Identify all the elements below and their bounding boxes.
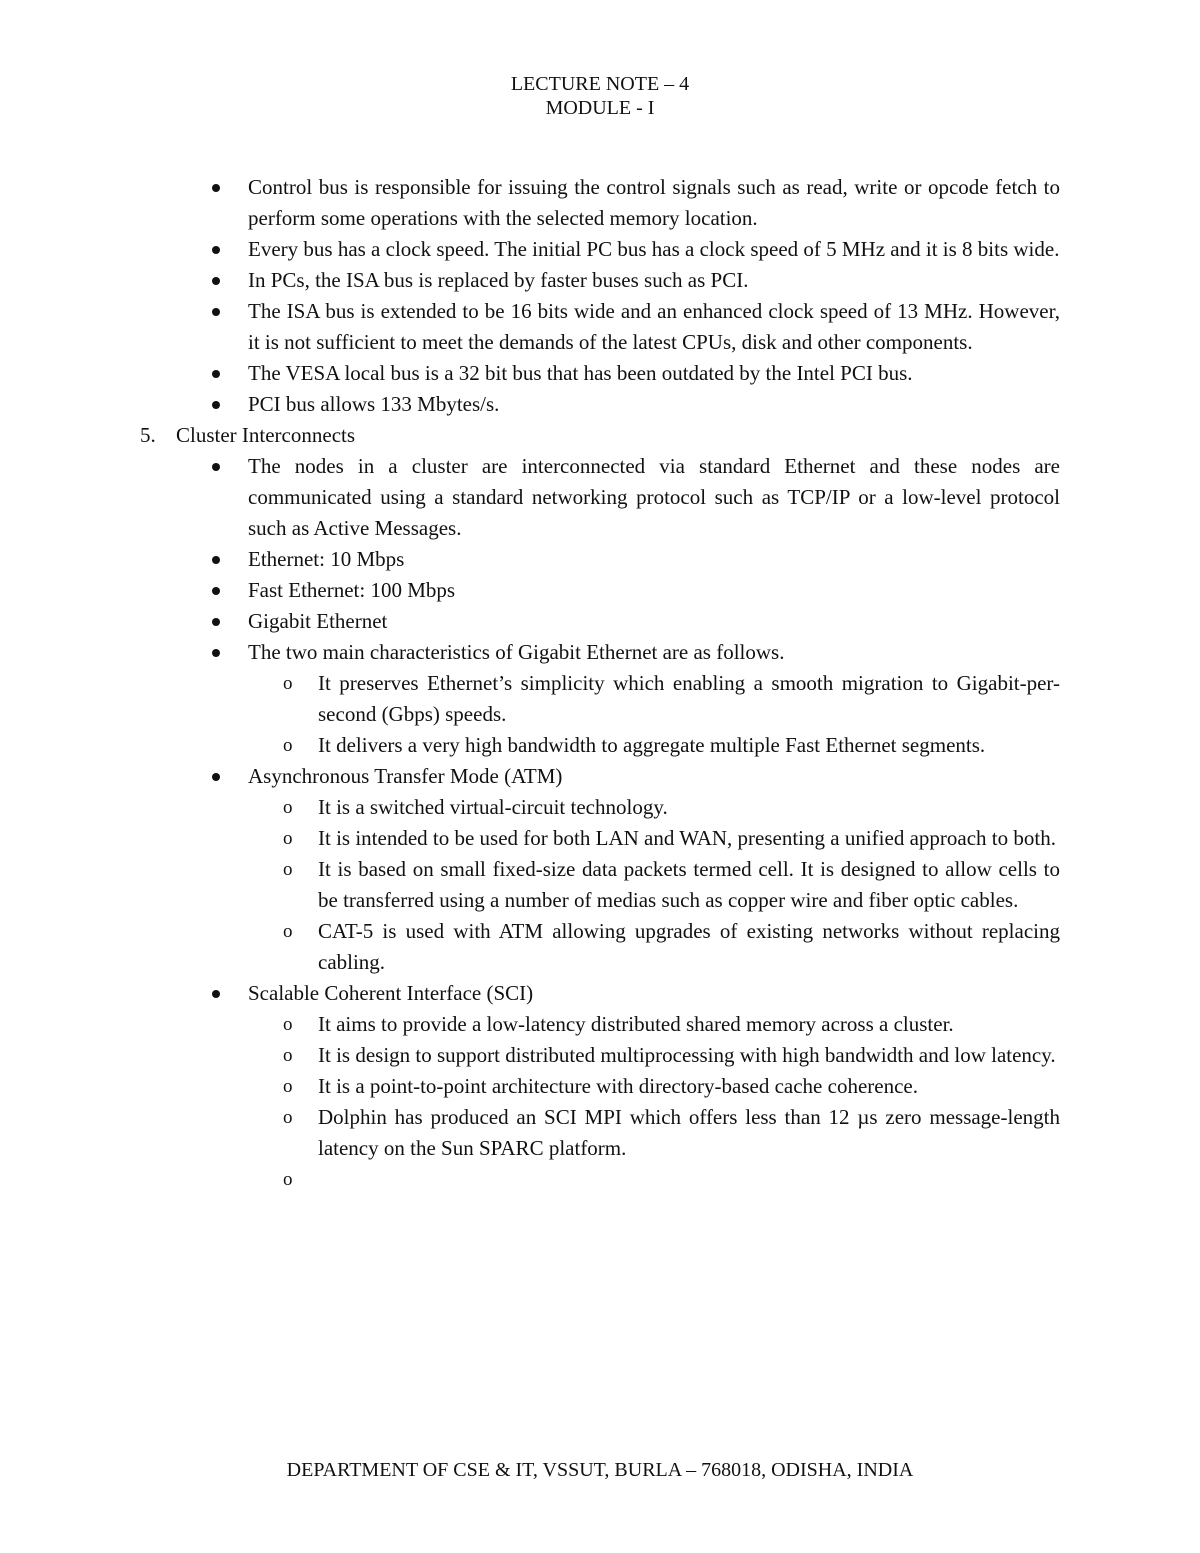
item-text: The ISA bus is extended to be 16 bits wide and an enhanced clock speed of 13 MHz. However, it is not sufficient to meet the demands of the latest CPUs, disk and other components. bbox=[248, 299, 1060, 354]
lecture-title: LECTURE NOTE – 4 bbox=[510, 73, 690, 95]
bullet-item bbox=[140, 296, 1060, 358]
section-number: 5. bbox=[140, 423, 156, 447]
item-text: CAT-5 is used with ATM allowing upgrades of existing networks without replacing cabling. bbox=[318, 919, 1060, 974]
sub-bullet-item bbox=[140, 792, 1060, 823]
bullet-item bbox=[140, 265, 1060, 296]
bullet-icon bbox=[212, 978, 232, 1009]
bullet-item bbox=[140, 234, 1060, 265]
bullet-icon bbox=[212, 451, 232, 482]
item-text: It aims to provide a low-latency distributed shared memory across a cluster. bbox=[318, 1012, 954, 1036]
sub-bullet-marker: o bbox=[283, 1014, 293, 1035]
item-text: Every bus has a clock speed. The initial PC bus has a clock speed of 5 MHz and it is 8 bits wide. bbox=[248, 237, 1060, 261]
sub-bullet-marker: o bbox=[283, 735, 293, 756]
item-text: The VESA local bus is a 32 bit bus that has been outdated by the Intel PCI bus. bbox=[248, 361, 913, 385]
item-text: Scalable Coherent Interface (SCI) bbox=[248, 981, 534, 1005]
bullet-icon bbox=[212, 544, 232, 575]
sub-bullet-marker: o bbox=[283, 859, 293, 880]
item-text: PCI bus allows 133 Mbytes/s. bbox=[248, 392, 500, 416]
item-text: It is design to support distributed multiprocessing with high bandwidth and low latency. bbox=[318, 1043, 1056, 1067]
item-text: The nodes in a cluster are interconnected via standard Ethernet and these nodes are communicated using a standard networking protocol such as TCP/IP or a low-level protocol such as Active Messages. bbox=[248, 454, 1060, 540]
sub-bullet-item bbox=[140, 1040, 1060, 1071]
bullet-icon bbox=[212, 575, 232, 606]
item-text: It preserves Ethernet’s simplicity which enabling a smooth migration to Gigabit-per-second (Gbps) speeds. bbox=[318, 671, 1060, 726]
sub-bullet-item bbox=[140, 1009, 1060, 1040]
sub-bullet-item bbox=[140, 730, 1060, 761]
page-header bbox=[0, 72, 1200, 120]
bullet-icon bbox=[212, 234, 232, 265]
sub-bullet-item bbox=[140, 1071, 1060, 1102]
item-text: The two main characteristics of Gigabit Ethernet are as follows. bbox=[248, 640, 785, 664]
sub-bullet-marker: o bbox=[283, 1045, 293, 1066]
sub-bullet-item bbox=[140, 854, 1060, 916]
bullet-icon bbox=[212, 761, 232, 792]
bullet-item bbox=[140, 358, 1060, 389]
bullet-item bbox=[140, 637, 1060, 668]
bullet-item bbox=[140, 544, 1060, 575]
bullet-icon bbox=[212, 265, 232, 296]
item-text: Ethernet: 10 Mbps bbox=[248, 547, 405, 571]
module-label: MODULE - I bbox=[545, 97, 655, 119]
item-text: Asynchronous Transfer Mode (ATM) bbox=[248, 764, 563, 788]
item-text: It is based on small fixed-size data packets termed cell. It is designed to allow cells to be transferred using a number of medias such as copper wire and fiber optic cables. bbox=[318, 857, 1060, 912]
bullet-icon bbox=[212, 172, 232, 203]
bullet-item bbox=[140, 575, 1060, 606]
bullet-icon bbox=[212, 606, 232, 637]
item-text: Control bus is responsible for issuing the control signals such as read, write or opcode fetch to perform some operations with the selected memory location. bbox=[248, 175, 1060, 230]
item-text: Cluster Interconnects bbox=[176, 423, 356, 447]
lecture-content bbox=[140, 172, 1060, 1190]
bullet-icon bbox=[212, 296, 232, 327]
sub-bullet-item bbox=[140, 1102, 1060, 1164]
bullet-icon bbox=[212, 358, 232, 389]
sub-bullet-marker: o bbox=[283, 1169, 293, 1190]
item-text: It delivers a very high bandwidth to aggregate multiple Fast Ethernet segments. bbox=[318, 733, 986, 757]
item-text: Dolphin has produced an SCI MPI which offers less than 12 µs zero message-length latency on the Sun SPARC platform. bbox=[318, 1105, 1060, 1160]
page-footer: DEPARTMENT OF CSE & IT, VSSUT, BURLA – 768018, ODISHA, INDIA bbox=[286, 1459, 914, 1481]
bullet-item bbox=[140, 389, 1060, 420]
sub-bullet-marker: o bbox=[283, 673, 293, 694]
bullet-icon bbox=[212, 637, 232, 668]
sub-bullet-item bbox=[140, 823, 1060, 854]
sub-bullet-item bbox=[140, 916, 1060, 978]
bullet-item bbox=[140, 606, 1060, 637]
sub-bullet-marker: o bbox=[283, 828, 293, 849]
section-heading bbox=[140, 420, 1060, 451]
sub-bullet-marker: o bbox=[283, 921, 293, 942]
bullet-item bbox=[140, 761, 1060, 792]
bullet-item bbox=[140, 172, 1060, 234]
item-text: In PCs, the ISA bus is replaced by faster buses such as PCI. bbox=[248, 268, 749, 292]
item-text: Gigabit Ethernet bbox=[248, 609, 388, 633]
sub-bullet-marker: o bbox=[283, 1107, 293, 1128]
item-text: It is a point-to-point architecture with directory-based cache coherence. bbox=[318, 1074, 918, 1098]
sub-bullet-item bbox=[140, 668, 1060, 730]
item-text: It is intended to be used for both LAN and WAN, presenting a unified approach to both. bbox=[318, 826, 1056, 850]
sub-bullet-marker: o bbox=[283, 1076, 293, 1097]
item-text: Fast Ethernet: 100 Mbps bbox=[248, 578, 456, 602]
sub-bullet-marker: o bbox=[283, 797, 293, 818]
bullet-item bbox=[140, 978, 1060, 1009]
bullet-icon bbox=[212, 389, 232, 420]
item-text: It is a switched virtual-circuit technology. bbox=[318, 795, 668, 819]
bullet-item bbox=[140, 451, 1060, 544]
